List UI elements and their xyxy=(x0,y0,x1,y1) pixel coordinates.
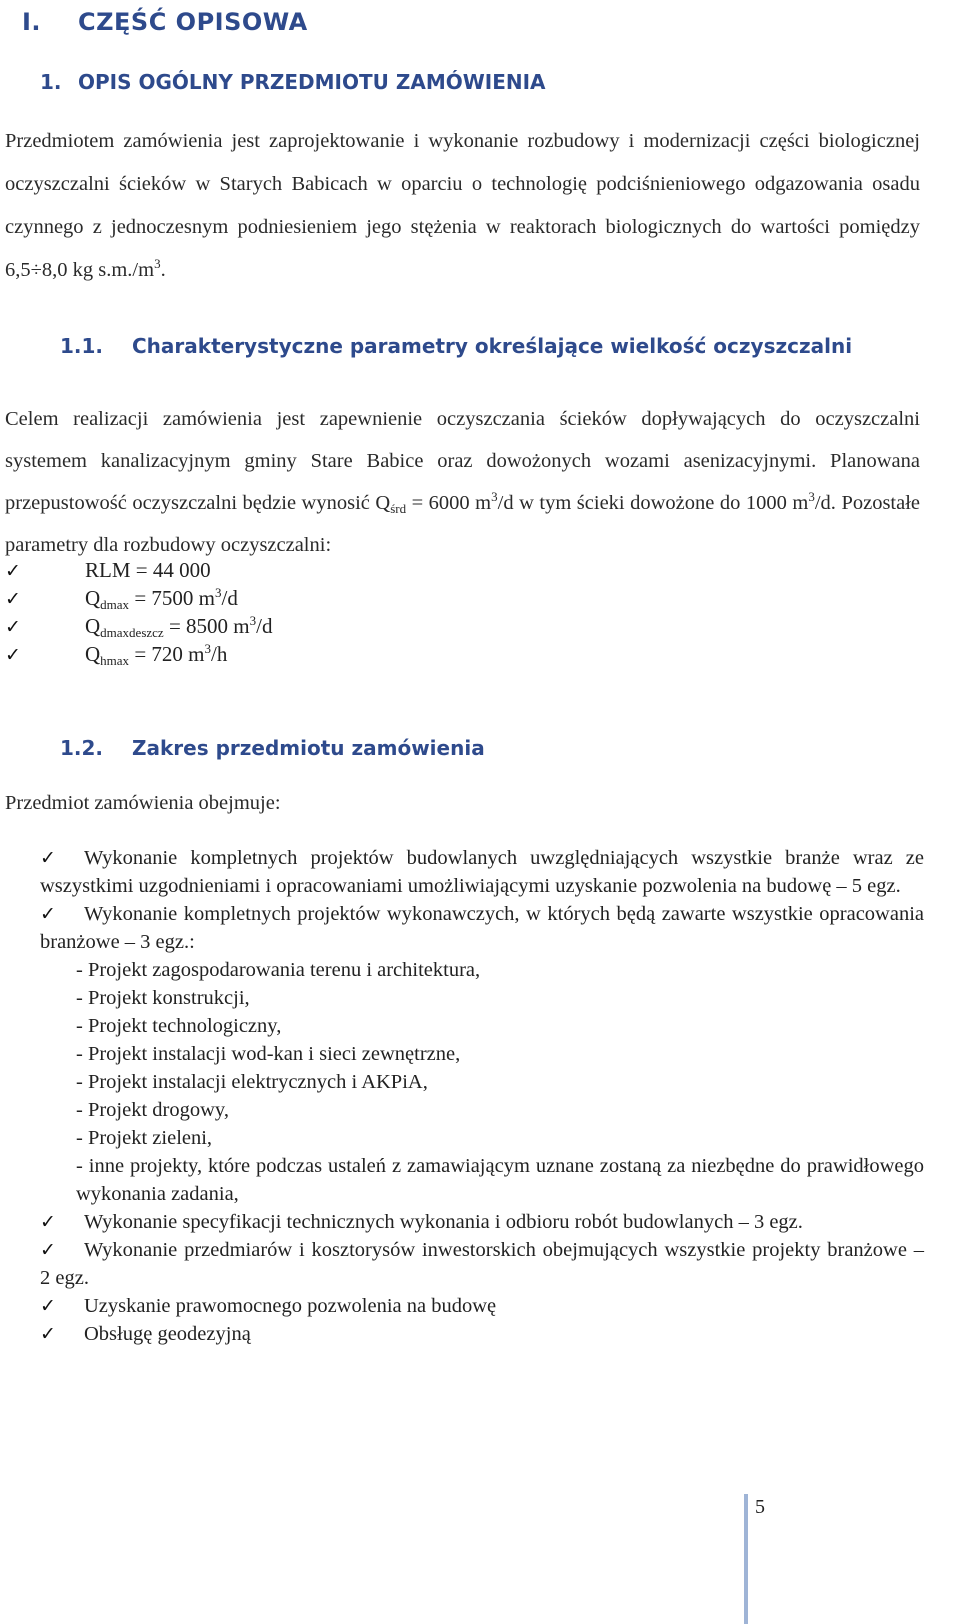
subsection-number: 1. xyxy=(40,70,62,94)
params-text-2: = 6000 m xyxy=(406,492,492,514)
page-number-bar xyxy=(744,1494,748,1624)
list-item xyxy=(40,900,924,956)
params-text-1: Celem realizacji zamówienia jest zapewnienie oczyszczania ścieków dopływających do oczyszczalni systemem kanalizacyjnym gminy Stare Babice oraz dowożonych wozami asenizacyjnymi. Planowana przepustowość oczyszczalni będzie wynosić Q xyxy=(5,408,920,514)
params-text-3: /d w tym ścieki dowożone do 1000 m xyxy=(497,492,809,514)
params-heading-title: Charakterystyczne parametry określające wielkość oczyszczalni xyxy=(132,334,853,358)
section-number: I. xyxy=(22,8,42,36)
intro-exponent: 3 xyxy=(154,256,161,271)
intro-paragraph xyxy=(5,120,920,292)
params-q-sub: śrd xyxy=(390,501,407,516)
list-item xyxy=(40,1208,924,1236)
scope-item-text: Wykonanie kompletnych projektów wykonawczych, w których będą zawarte wszystkie opracowania branżowe – 3 egz.: xyxy=(40,903,924,953)
params-text-4: /d. Pozostałe parametry dla rozbudowy oczyszczalni: xyxy=(5,492,921,556)
section-title: CZĘŚĆ OPISOWA xyxy=(78,8,308,36)
scope-item-text: Wykonanie przedmiarów i kosztorysów inwestorskich obejmujących wszystkie projekty branżowe – 2 egz. xyxy=(40,1239,924,1289)
list-item xyxy=(5,556,272,584)
param-q: Q xyxy=(85,586,101,610)
scope-heading-number: 1.2. xyxy=(60,736,104,760)
params-paragraph xyxy=(5,398,920,566)
scope-item-text: Wykonanie specyfikacji technicznych wykonania i odbioru robót budowlanych – 3 egz. xyxy=(84,1211,803,1233)
param-sub: dmaxdeszcz xyxy=(100,625,164,640)
check-icon: ✓ xyxy=(5,616,21,638)
sub-item: - Projekt instalacji elektrycznych i AKPiA, xyxy=(76,1071,428,1093)
page-number: 5 xyxy=(755,1496,765,1518)
param-sub: hmax xyxy=(100,653,130,668)
check-icon: ✓ xyxy=(5,588,21,610)
sub-item: - Projekt instalacji wod-kan i sieci zewnętrzne, xyxy=(76,1043,461,1065)
params-exp-1: 3 xyxy=(491,489,498,504)
sub-item: - inne projekty, które podczas ustaleń z zamawiającym uznane zostaną za niezbędne do prawidłowego wykonania zadania, xyxy=(76,1155,924,1205)
section-heading xyxy=(22,8,308,36)
check-icon: ✓ xyxy=(40,1211,56,1233)
check-icon: ✓ xyxy=(5,644,21,666)
param-unit: /d xyxy=(256,614,273,638)
sub-item: - Projekt zagospodarowania terenu i architektura, xyxy=(76,959,481,981)
params-heading-number: 1.1. xyxy=(60,334,104,358)
scope-list xyxy=(40,844,924,1348)
scope-item-text: Uzyskanie prawomocnego pozwolenia na budowę xyxy=(84,1295,497,1317)
param-q: Q xyxy=(85,614,101,638)
param-sub: dmax xyxy=(100,597,130,612)
param-exp: 3 xyxy=(249,613,257,628)
list-item xyxy=(5,612,272,640)
param-text: RLM = 44 000 xyxy=(85,558,211,582)
intro-text: Przedmiotem zamówienia jest zaprojektowanie i wykonanie rozbudowy i modernizacji części biologicznej oczyszczalni ścieków w Starych Babicach w oparciu o technologię podciśnieniowego odgazowania osadu czynnego z jednoczesnym podniesieniem jego stężenia w reaktorach biologicznych do wartości pomiędzy 6,5÷8,0 kg s.m./m xyxy=(5,130,920,281)
list-item xyxy=(40,1292,924,1320)
list-item xyxy=(5,584,272,612)
scope-intro-text: Przedmiot zamówienia obejmuje: xyxy=(5,792,281,814)
sub-item: - Projekt konstrukcji, xyxy=(76,987,250,1009)
check-icon: ✓ xyxy=(40,1295,56,1317)
param-text: = 720 m xyxy=(129,642,205,666)
check-icon: ✓ xyxy=(40,847,56,869)
scope-heading xyxy=(60,736,485,760)
param-text: = 8500 m xyxy=(163,614,250,638)
intro-end: . xyxy=(160,259,166,281)
scope-item-text: Obsługę geodezyjną xyxy=(84,1323,251,1345)
list-item xyxy=(5,640,272,668)
check-icon: ✓ xyxy=(40,1239,56,1261)
check-icon: ✓ xyxy=(40,1323,56,1345)
scope-intro xyxy=(5,786,920,820)
param-q: Q xyxy=(85,642,101,666)
list-item xyxy=(40,844,924,900)
params-exp-2: 3 xyxy=(808,489,815,504)
list-item xyxy=(40,1320,924,1348)
param-unit: /d xyxy=(221,586,238,610)
sub-item: - Projekt zieleni, xyxy=(76,1127,213,1149)
param-exp: 3 xyxy=(215,585,222,600)
param-unit: /h xyxy=(211,642,228,666)
check-icon: ✓ xyxy=(40,903,56,925)
subsection-heading xyxy=(40,70,546,94)
param-text: = 7500 m xyxy=(129,586,215,610)
sub-item: - Projekt technologiczny, xyxy=(76,1015,282,1037)
subsection-title: OPIS OGÓLNY PRZEDMIOTU ZAMÓWIENIA xyxy=(78,70,546,94)
params-list xyxy=(5,556,272,668)
scope-heading-title: Zakres przedmiotu zamówienia xyxy=(132,736,485,760)
param-exp: 3 xyxy=(204,641,211,656)
list-item xyxy=(40,1236,924,1292)
scope-item-text: Wykonanie kompletnych projektów budowlanych uwzględniających wszystkie branże wraz ze wszystkimi uzgodnieniami i opracowaniami umożliwiającymi uzyskanie pozwolenia na budowę – 5 egz. xyxy=(40,847,924,897)
params-heading xyxy=(60,334,852,358)
check-icon: ✓ xyxy=(5,560,21,582)
sub-item: - Projekt drogowy, xyxy=(76,1099,229,1121)
